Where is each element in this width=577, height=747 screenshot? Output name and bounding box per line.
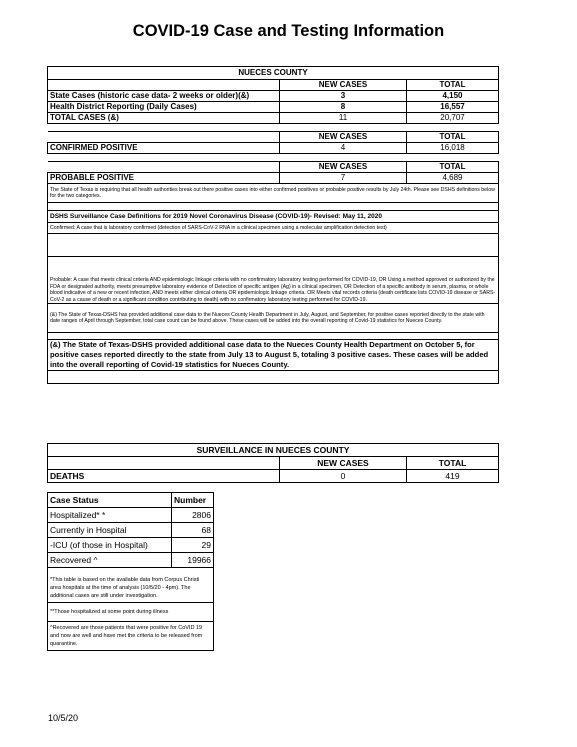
col-case-status: Case Status bbox=[48, 493, 172, 508]
confirmed-row bbox=[48, 143, 499, 154]
table-row bbox=[48, 113, 499, 124]
table-row bbox=[48, 523, 214, 538]
spacer bbox=[48, 333, 499, 340]
empty-cell bbox=[48, 132, 280, 143]
table-row bbox=[48, 508, 214, 523]
row-label: TOTAL CASES (&) bbox=[48, 113, 280, 124]
col-number: Number bbox=[172, 493, 214, 508]
spacer bbox=[48, 124, 499, 132]
status-value: 2806 bbox=[172, 508, 214, 523]
surveillance-header: SURVEILLANCE IN NUECES COUNTY bbox=[48, 444, 499, 457]
row-new: 3 bbox=[280, 91, 407, 102]
spacer bbox=[48, 371, 499, 384]
col-total: TOTAL bbox=[407, 132, 499, 143]
row-total: 20,707 bbox=[407, 113, 499, 124]
probable-label: PROBABLE POSITIVE bbox=[48, 173, 280, 184]
empty-cell bbox=[48, 457, 280, 470]
row-total: 4,150 bbox=[407, 91, 499, 102]
col-total: TOTAL bbox=[407, 162, 499, 173]
empty-cell bbox=[48, 80, 280, 91]
spacer bbox=[48, 234, 499, 257]
county-header: NUECES COUNTY bbox=[48, 67, 499, 80]
probable-new: 7 bbox=[280, 173, 407, 184]
empty-cell bbox=[48, 162, 280, 173]
case-status-table bbox=[47, 492, 214, 651]
status-label: Recovered ^ bbox=[48, 553, 172, 568]
nueces-county-table bbox=[47, 66, 499, 384]
surveillance-table bbox=[47, 443, 499, 483]
table-row bbox=[48, 102, 499, 113]
status-value: 68 bbox=[172, 523, 214, 538]
row-total: 16,557 bbox=[407, 102, 499, 113]
col-new-cases: NEW CASES bbox=[280, 80, 407, 91]
status-label: Currently in Hospital bbox=[48, 523, 172, 538]
table-row bbox=[48, 538, 214, 553]
row-label: State Cases (historic case data- 2 weeks or older)(&) bbox=[48, 91, 280, 102]
confirmed-label: CONFIRMED POSITIVE bbox=[48, 143, 280, 154]
row-new: 11 bbox=[280, 113, 407, 124]
status-value: 19966 bbox=[172, 553, 214, 568]
col-new-cases: NEW CASES bbox=[280, 162, 407, 173]
status-label: -ICU (of those in Hospital) bbox=[48, 538, 172, 553]
deaths-total: 419 bbox=[407, 470, 499, 483]
report-date: 10/5/20 bbox=[48, 713, 79, 723]
amp-note-1: (&) The State of Texas-DSHS has provided additional case data to the Nueces County Health Department in July, August, and September, for positive cases reported directly to the state with date ranges of April through September, total case count can be found above. These cases will be added into the overall reporting of Covid-19 statistics for Nueces County. bbox=[48, 304, 499, 333]
col-new-cases: NEW CASES bbox=[280, 457, 407, 470]
confirmed-definition: Confirmed: A case that is laboratory confirmed (detection of SARS-CoV-2 RNA in a clinical specimen using a molecular amplification detection test) bbox=[48, 223, 499, 234]
col-total: TOTAL bbox=[407, 80, 499, 91]
confirmed-new: 4 bbox=[280, 143, 407, 154]
status-note-1: *This table is based on the available data from Corpus Christi area hospitals at the time of analysis (10/5/20 - 4pm). The additional cases are still under investigation. bbox=[48, 568, 214, 603]
status-note-2: **Those hospitalized at some point during illness bbox=[48, 603, 214, 622]
probable-total: 4,689 bbox=[407, 173, 499, 184]
spacer bbox=[48, 203, 499, 211]
col-new-cases: NEW CASES bbox=[280, 132, 407, 143]
col-total: TOTAL bbox=[407, 457, 499, 470]
table-row bbox=[48, 553, 214, 568]
dshs-title: DSHS Surveillance Case Definitions for 2019 Novel Coronavirus Disease (COVID-19)- Revised: May 11, 2020 bbox=[48, 211, 499, 223]
probable-definition: Probable: A case that meets clinical criteria AND epidemiologic linkage criteria with no confirmatory laboratory testing performed for COVID-19, OR Using a method approved or authorized by the FDA or designated authority, meets presumptive laboratory evidence of Detection of specific antigen (Ag) in a clinical specimen, OR Detection of a specific antibody in serum, plasma, or whole blood indicative of a new or recent infection, AND meets either clinical criteria OR epidemiologic linkage criteria. OR Meets vital records criteria (death certificate lists COVID-19 disease or SARS-CoV-2 as a cause of death or a significant condition contributing to death) with no confirmatory laboratory testing performed for COVID-19. bbox=[48, 257, 499, 304]
amp-note-2: (&) The State of Texas-DSHS provided additional case data to the Nueces County Health Department on October 5, for positive cases reported directly to the state from July 13 to August 5, totaling 3 positive cases. These cases will be added into the overall reporting of Covid-19 statistics for Nueces County. bbox=[48, 340, 499, 371]
row-new: 8 bbox=[280, 102, 407, 113]
row-label: Health District Reporting (Daily Cases) bbox=[48, 102, 280, 113]
status-note-3: ^Recovered are those patients that were positive for CoVID 19 and now are well and have met the criteria to be released from quarantine. bbox=[48, 622, 214, 651]
confirmed-total: 16,018 bbox=[407, 143, 499, 154]
status-label: Hospitalized* * bbox=[48, 508, 172, 523]
status-value: 29 bbox=[172, 538, 214, 553]
table-row bbox=[48, 91, 499, 102]
deaths-label: DEATHS bbox=[48, 470, 280, 483]
deaths-new: 0 bbox=[280, 470, 407, 483]
probable-row bbox=[48, 173, 499, 184]
deaths-row bbox=[48, 470, 499, 483]
page-title: COVID-19 Case and Testing Information bbox=[132, 22, 445, 40]
spacer bbox=[48, 154, 499, 162]
state-note: The State of Texas is requiring that all health authorities break out there positive cases into either confirmed positives or probable positive results by July 24th. Please see DSHS definitions below for the two categories. bbox=[48, 184, 499, 203]
